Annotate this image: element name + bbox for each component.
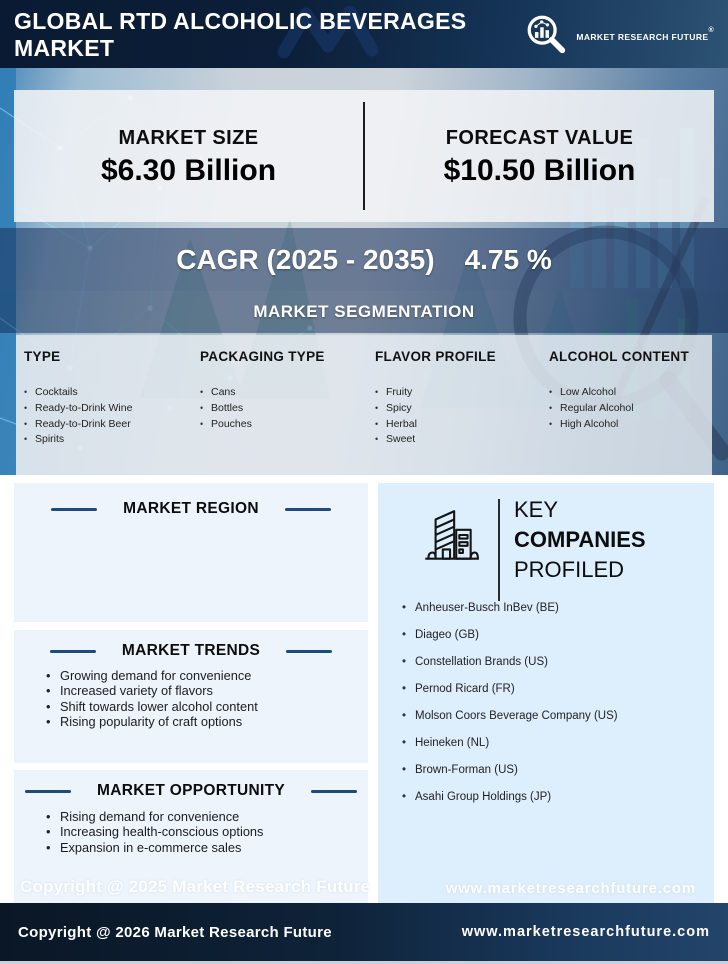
segment-item: • Bottles bbox=[200, 401, 325, 417]
segment-column-alcohol bbox=[549, 349, 689, 432]
cagr-value: 4.75 % bbox=[464, 243, 552, 275]
ghost-website-text: www.marketresearchfuture.com bbox=[445, 880, 696, 897]
cagr-band bbox=[0, 228, 728, 291]
dash-left bbox=[51, 508, 97, 511]
key-companies-title-line2: COMPANIES bbox=[514, 527, 646, 552]
brand-logo bbox=[523, 11, 714, 57]
company-item: • Asahi Group Holdings (JP) bbox=[402, 790, 708, 804]
company-item: • Molson Coors Beverage Company (US) bbox=[402, 709, 708, 723]
segment-list bbox=[200, 385, 325, 432]
page-title-line2: MARKET bbox=[14, 35, 115, 61]
segment-item: • Sweet bbox=[375, 432, 496, 448]
segment-item: • Spirits bbox=[24, 432, 132, 448]
market-size-box bbox=[14, 90, 714, 222]
market-trends-panel bbox=[14, 630, 368, 763]
company-item: • Pernod Ricard (FR) bbox=[402, 682, 708, 696]
dash-right bbox=[285, 508, 331, 511]
market-trends-header bbox=[14, 630, 368, 660]
segment-item: • High Alcohol bbox=[549, 417, 689, 433]
company-item: • Anheuser-Busch InBev (BE) bbox=[402, 601, 708, 615]
market-trends-list bbox=[46, 668, 360, 730]
footer-website-link[interactable]: www.marketresearchfuture.com bbox=[461, 924, 710, 940]
registered-trademark: ® bbox=[708, 26, 714, 34]
trend-item: • Rising popularity of craft options bbox=[46, 714, 360, 729]
company-item: • Brown-Forman (US) bbox=[402, 763, 708, 777]
opportunity-item: • Increasing health-conscious options bbox=[46, 824, 360, 839]
company-item: • Diageo (GB) bbox=[402, 628, 708, 642]
segment-item: • Cocktails bbox=[24, 385, 132, 401]
segment-item: • Fruity bbox=[375, 385, 496, 401]
footer bbox=[0, 903, 728, 961]
segment-item: • Cans bbox=[200, 385, 325, 401]
segment-list bbox=[375, 385, 496, 448]
segmentation-title: MARKET SEGMENTATION bbox=[253, 302, 475, 321]
key-companies-title bbox=[514, 495, 646, 585]
segment-item: • Ready-to-Drink Wine bbox=[24, 401, 132, 417]
market-opportunity-title: MARKET OPPORTUNITY bbox=[97, 782, 285, 799]
segment-item: • Regular Alcohol bbox=[549, 401, 689, 417]
hero-section bbox=[0, 68, 728, 475]
key-companies-panel bbox=[378, 483, 714, 903]
page-title-line1: GLOBAL RTD ALCOHOLIC BEVERAGES bbox=[14, 8, 467, 34]
market-region-panel bbox=[14, 483, 368, 622]
segmentation-content bbox=[16, 335, 712, 475]
building-icon bbox=[416, 503, 482, 569]
segment-column-flavor bbox=[375, 349, 496, 448]
trend-item: • Growing demand for convenience bbox=[46, 668, 360, 683]
key-companies-list bbox=[402, 601, 708, 817]
segment-heading: ALCOHOL CONTENT bbox=[549, 349, 689, 364]
segment-item: • Spicy bbox=[375, 401, 496, 417]
segment-item: • Pouches bbox=[200, 417, 325, 433]
market-size-label: MARKET SIZE bbox=[118, 126, 259, 149]
segment-item: • Ready-to-Drink Beer bbox=[24, 417, 132, 433]
key-companies-title-line1: KEY bbox=[514, 497, 559, 522]
company-item: • Heineken (NL) bbox=[402, 736, 708, 750]
segment-list bbox=[549, 385, 689, 432]
cagr-label: CAGR (2025 - 2035) bbox=[176, 243, 435, 275]
vertical-divider bbox=[498, 499, 500, 601]
dash-right bbox=[286, 650, 332, 653]
market-region-title: MARKET REGION bbox=[123, 500, 259, 517]
segment-heading: FLAVOR PROFILE bbox=[375, 349, 496, 364]
market-size-block bbox=[14, 90, 363, 222]
company-item: • Constellation Brands (US) bbox=[402, 655, 708, 669]
segment-heading: PACKAGING TYPE bbox=[200, 349, 325, 364]
market-opportunity-list bbox=[46, 809, 360, 855]
trend-item: • Increased variety of flavors bbox=[46, 683, 360, 698]
segment-column-packaging bbox=[200, 349, 325, 432]
segment-list bbox=[24, 385, 132, 448]
brand-name: MARKET RESEARCH FUTURE® bbox=[576, 26, 714, 42]
segment-column-type bbox=[24, 349, 132, 448]
mrf-logo-icon bbox=[523, 11, 569, 57]
dash-right bbox=[311, 790, 357, 793]
footer-copyright: Copyright @ 2026 Market Research Future bbox=[18, 923, 332, 941]
segmentation-title-band bbox=[0, 291, 728, 333]
market-size-value: $6.30 Billion bbox=[100, 153, 277, 187]
segment-item: • Low Alcohol bbox=[549, 385, 689, 401]
market-region-header bbox=[14, 483, 368, 518]
page-title bbox=[14, 8, 466, 62]
market-trends-title: MARKET TRENDS bbox=[121, 642, 261, 659]
ghost-copyright-text: Copyright @ 2025 Market Research Future bbox=[20, 877, 371, 896]
key-companies-title-line3: PROFILED bbox=[514, 557, 625, 582]
market-opportunity-header bbox=[14, 770, 368, 800]
header bbox=[0, 0, 728, 68]
forecast-value-label: FORECAST VALUE bbox=[445, 126, 634, 149]
opportunity-item: • Expansion in e-commerce sales bbox=[46, 840, 360, 855]
dash-left bbox=[25, 790, 71, 793]
segment-heading: TYPE bbox=[24, 349, 61, 364]
forecast-value-block bbox=[365, 90, 714, 222]
key-companies-header bbox=[378, 483, 714, 601]
opportunity-item: • Rising demand for convenience bbox=[46, 809, 360, 824]
trend-item: • Shift towards lower alcohol content bbox=[46, 699, 360, 714]
segment-item: • Herbal bbox=[375, 417, 496, 433]
dash-left bbox=[50, 650, 96, 653]
forecast-value: $10.50 Billion bbox=[443, 153, 636, 187]
